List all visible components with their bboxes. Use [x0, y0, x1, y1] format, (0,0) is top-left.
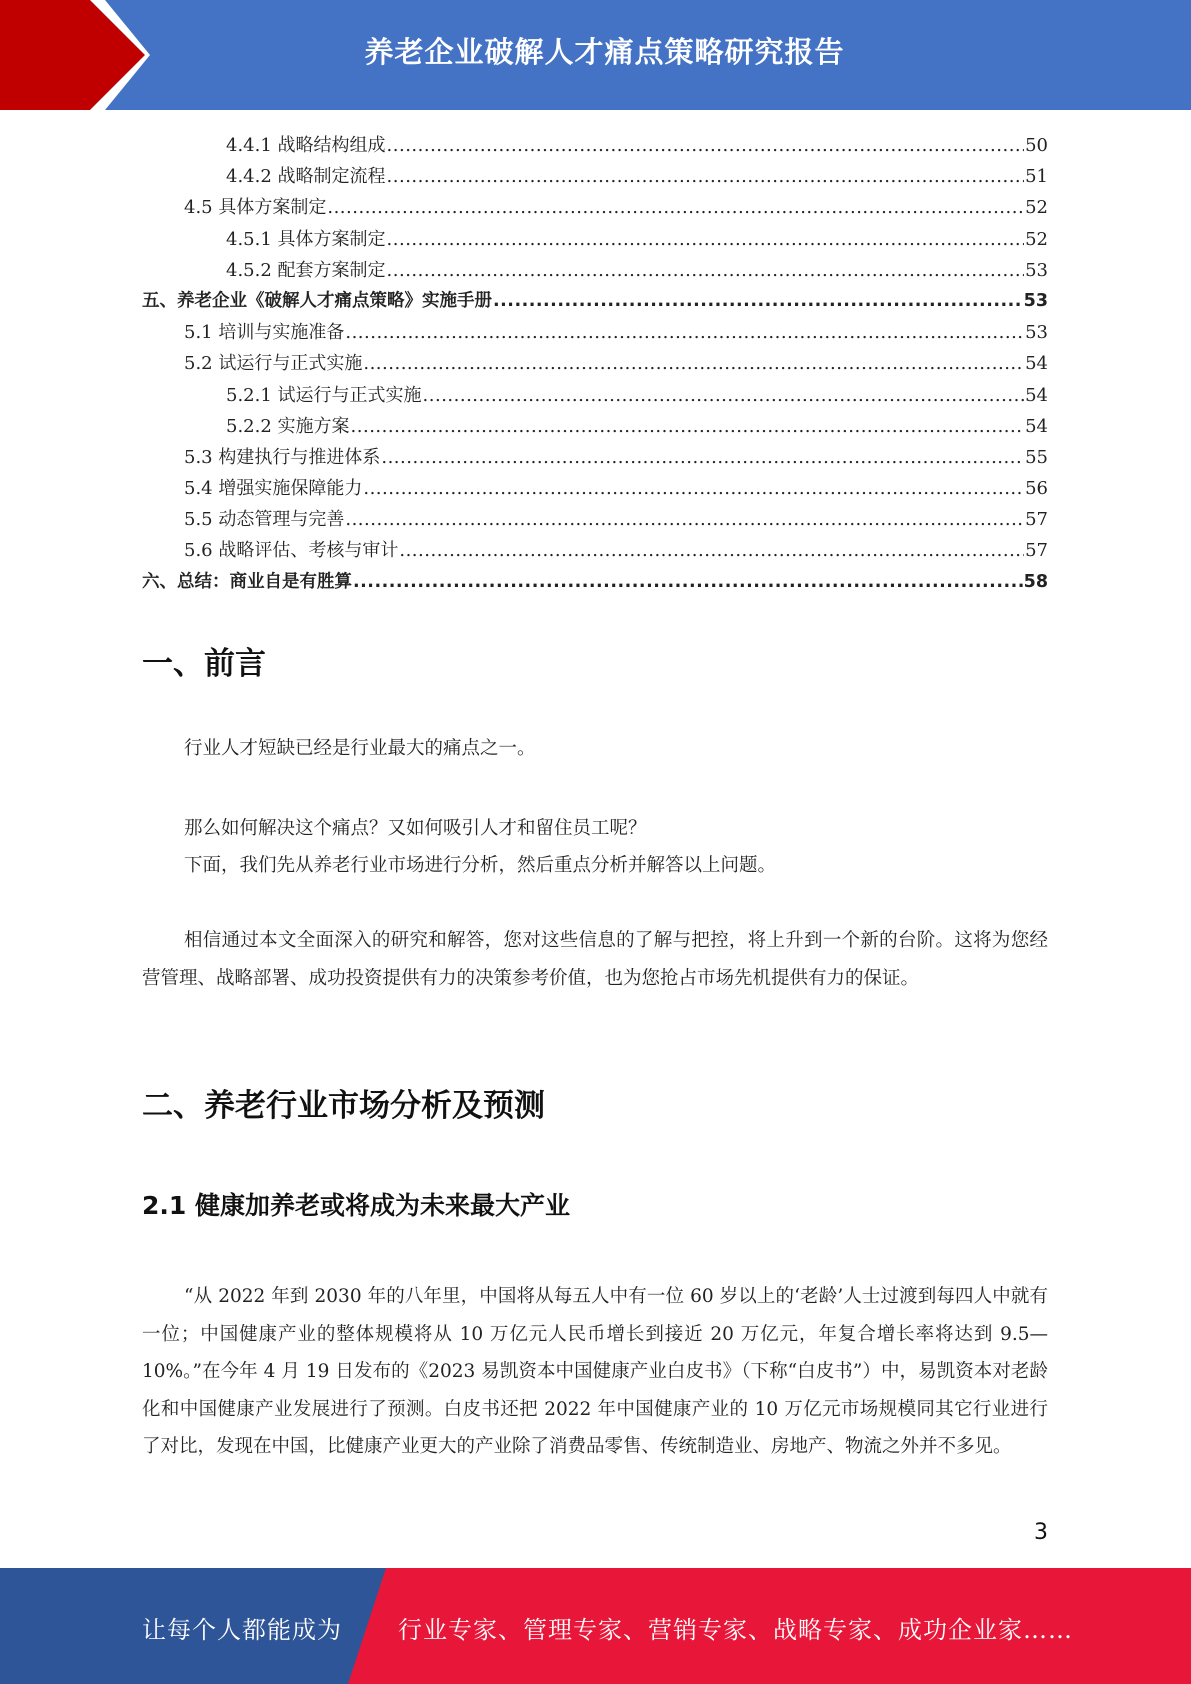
toc-leader-dots	[387, 161, 1025, 192]
table-of-contents	[142, 130, 1048, 598]
toc-leader-dots	[381, 442, 1024, 473]
toc-entry[interactable]	[142, 567, 1048, 598]
toc-entry[interactable]	[142, 535, 1048, 566]
toc-entry-page: 54	[1025, 353, 1048, 375]
toc-entry-page: 52	[1025, 228, 1048, 250]
toc-entry-page: 58	[1023, 571, 1048, 592]
toc-entry-page: 54	[1025, 384, 1048, 406]
toc-entry-page: 57	[1025, 509, 1048, 531]
toc-entry-label: 五、养老企业《破解人才痛点策略》实施手册	[142, 290, 492, 311]
page-number: 3	[1034, 1520, 1048, 1545]
toc-entry-page: 52	[1025, 197, 1048, 219]
toc-leader-dots	[353, 567, 1023, 598]
toc-leader-dots	[351, 411, 1025, 442]
toc-leader-dots	[363, 348, 1024, 379]
toc-entry-label: 4.4.1 战略结构组成	[226, 135, 386, 156]
toc-leader-dots	[399, 535, 1024, 566]
toc-leader-dots	[345, 317, 1024, 348]
toc-entry[interactable]	[142, 224, 1048, 255]
toc-leader-dots	[423, 380, 1025, 411]
toc-entry[interactable]	[142, 442, 1048, 473]
toc-entry-page: 54	[1025, 415, 1048, 437]
toc-entry-label: 5.4 增强实施保障能力	[184, 478, 363, 500]
toc-entry-page: 57	[1025, 540, 1048, 562]
toc-leader-dots	[345, 504, 1024, 535]
toc-entry[interactable]	[142, 317, 1048, 348]
toc-entry-page: 53	[1025, 322, 1048, 344]
toc-entry-label: 5.2.1 试运行与正式实施	[226, 384, 422, 406]
paragraph: 行业人才短缺已经是行业最大的痛点之一。	[184, 738, 536, 759]
toc-entry[interactable]	[142, 286, 1048, 317]
page-header	[0, 0, 1191, 110]
toc-entry[interactable]	[142, 473, 1048, 504]
toc-entry[interactable]	[142, 411, 1048, 442]
subsection-heading: 2.1 健康加养老或将成为未来最大产业	[142, 1191, 570, 1220]
toc-entry[interactable]	[142, 192, 1048, 223]
toc-entry-label: 5.5 动态管理与完善	[184, 509, 345, 531]
section-heading-market-analysis: 二、养老行业市场分析及预测	[142, 1088, 545, 1124]
toc-entry-label: 5.2 试运行与正式实施	[184, 353, 363, 375]
toc-leader-dots	[363, 473, 1024, 504]
toc-entry-page: 50	[1025, 135, 1048, 156]
toc-entry-label: 5.6 战略评估、考核与审计	[184, 540, 399, 562]
paragraph: 那么如何解决这个痛点？又如何吸引人才和留住员工呢？	[184, 818, 647, 839]
toc-entry-label: 4.5 具体方案制定	[184, 197, 327, 219]
paragraph: 相信通过本文全面深入的研究和解答，您对这些信息的了解与把控，将上升到一个新的台阶。这将为您经营管理、战略部署、成功投资提供有力的决策参考价值，也为您抢占市场先机提供有力的保证。	[142, 930, 1048, 989]
toc-entry-label: 4.4.2 战略制定流程	[226, 166, 386, 188]
toc-entry-label: 5.3 构建执行与推进体系	[184, 446, 381, 468]
footer-slogan-left: 让每个人都能成为	[142, 1616, 342, 1644]
toc-entry-label: 4.5.2 配套方案制定	[226, 259, 386, 281]
toc-entry-label: 5.2.2 实施方案	[226, 415, 350, 437]
toc-entry-page: 56	[1025, 478, 1048, 500]
page-footer	[0, 1568, 1191, 1684]
section-heading-preface: 一、前言	[142, 646, 266, 682]
toc-entry[interactable]	[142, 161, 1048, 192]
toc-entry[interactable]	[142, 348, 1048, 379]
toc-leader-dots	[387, 130, 1025, 161]
toc-entry-page: 55	[1025, 446, 1048, 468]
toc-entry[interactable]	[142, 504, 1048, 535]
paragraph: “从 2022 年到 2030 年的八年里，中国将从每五人中有一位 60 岁以上的‘老龄’人士过渡到每四人中就有一位；中国健康产业的整体规模将从 10 万亿元人民币增长到接近 20 万亿元，年复合增长率将达到 9.5—10%。”在今年 4 月 19 日发布的《2023 易凯资本中国健康产业白皮书》（下称“白皮书”）中，易凯资本对老龄化和中国健康产业发展进行了预测。白皮书还把 2022 年中国健康产业的 10 万亿元市场规模同其它行业进行了对比，发现在中国，比健康产业更大的产业除了消费品零售、传统制造业、房地产、物流之外并不多见。	[142, 1286, 1048, 1457]
toc-entry-label: 4.5.1 具体方案制定	[226, 228, 386, 250]
footer-slogan-right: 行业专家、管理专家、营销专家、战略专家、成功企业家……	[398, 1616, 1073, 1644]
toc-entry-label: 5.1 培训与实施准备	[184, 322, 345, 344]
toc-leader-dots	[327, 192, 1024, 223]
toc-leader-dots	[387, 224, 1025, 255]
header-title: 养老企业破解人才痛点策略研究报告	[364, 35, 845, 69]
toc-entry-page: 53	[1023, 290, 1048, 311]
toc-leader-dots	[493, 286, 1023, 317]
paragraph: 下面，我们先从养老行业市场进行分析，然后重点分析并解答以上问题。	[184, 855, 777, 876]
toc-entry-label: 六、总结：商业自是有胜算	[142, 571, 352, 592]
toc-entry-page: 51	[1025, 166, 1048, 188]
toc-entry[interactable]	[142, 255, 1048, 286]
toc-leader-dots	[387, 255, 1025, 286]
toc-entry[interactable]	[142, 380, 1048, 411]
toc-entry-page: 53	[1025, 259, 1048, 281]
toc-entry[interactable]	[142, 130, 1048, 161]
